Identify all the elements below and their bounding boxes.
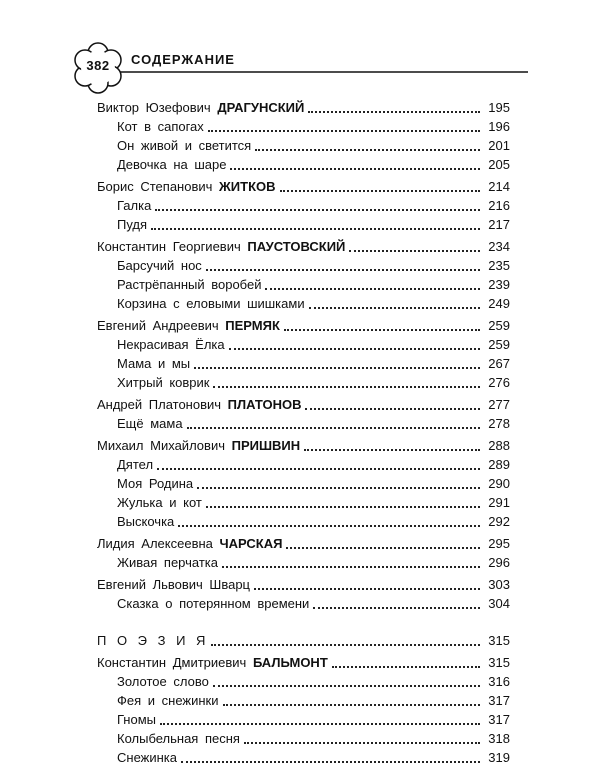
dot-leader bbox=[229, 347, 480, 350]
page-number-ref: 205 bbox=[488, 157, 510, 172]
dot-leader bbox=[187, 426, 480, 429]
author-name bbox=[97, 98, 304, 117]
author-name bbox=[97, 237, 345, 256]
work-title: Хитрый коврик bbox=[117, 375, 210, 390]
author-surname: ПРИШВИН bbox=[231, 438, 301, 453]
work-title: Фея и снежинки bbox=[117, 693, 219, 708]
toc-work-entry[interactable] bbox=[97, 512, 510, 531]
work-title: Живая перчатка bbox=[117, 555, 218, 570]
dot-leader bbox=[211, 643, 480, 646]
author-first-names: Андрей Платонович bbox=[97, 397, 222, 412]
work-title: Растрёпанный воробей bbox=[117, 277, 262, 292]
dot-leader bbox=[213, 684, 480, 687]
author-first-names: Константин Георгиевич bbox=[97, 239, 241, 254]
page-header bbox=[0, 0, 600, 110]
work-title: Девочка на шаре bbox=[117, 157, 227, 172]
page-number-ref: 259 bbox=[488, 318, 510, 333]
toc-work-entry[interactable] bbox=[97, 414, 510, 433]
page-number-ref: 235 bbox=[488, 258, 510, 273]
author-surname: ЧАРСКАЯ bbox=[219, 536, 283, 551]
header-decoration bbox=[0, 0, 600, 110]
toc-author-entry[interactable] bbox=[97, 395, 510, 414]
author-surname: ДРАГУНСКИЙ bbox=[217, 100, 305, 115]
work-title: Сказка о потерянном времени bbox=[117, 596, 310, 611]
page-number-ref: 201 bbox=[488, 138, 510, 153]
toc-work-entry[interactable] bbox=[97, 729, 510, 748]
page-number-ref: 239 bbox=[488, 277, 510, 292]
dot-leader bbox=[313, 606, 480, 609]
author-first-names: Евгений Андреевич bbox=[97, 318, 219, 333]
page-number-ref: 303 bbox=[488, 577, 510, 592]
work-title: Золотое слово bbox=[117, 674, 209, 689]
author-first-names: Константин Дмитриевич bbox=[97, 655, 247, 670]
work-title: Выскочка bbox=[117, 514, 175, 529]
toc-section-entry[interactable] bbox=[97, 631, 510, 650]
page-number-ref: 319 bbox=[488, 750, 510, 765]
dot-leader bbox=[197, 486, 480, 489]
table-of-contents bbox=[97, 98, 510, 767]
toc-work-entry[interactable] bbox=[97, 215, 510, 234]
page-number-ref: 276 bbox=[488, 375, 510, 390]
dot-leader bbox=[349, 249, 480, 252]
page-number-ref: 315 bbox=[488, 655, 510, 670]
author-name bbox=[97, 316, 280, 335]
page-number-ref: 288 bbox=[488, 438, 510, 453]
dot-leader bbox=[305, 407, 480, 410]
work-title: Барсучий нос bbox=[117, 258, 202, 273]
dot-leader bbox=[206, 505, 480, 508]
dot-leader bbox=[208, 129, 480, 132]
toc-author-entry[interactable] bbox=[97, 436, 510, 455]
toc-author-entry[interactable] bbox=[97, 98, 510, 117]
page-number-ref: 249 bbox=[488, 296, 510, 311]
author-name bbox=[97, 177, 276, 196]
work-title: Колыбельная песня bbox=[117, 731, 240, 746]
dot-leader bbox=[304, 448, 480, 451]
work-title: Он живой и светится bbox=[117, 138, 252, 153]
dot-leader bbox=[284, 328, 480, 331]
dot-leader bbox=[151, 227, 480, 230]
toc-work-entry[interactable] bbox=[97, 117, 510, 136]
toc-author-entry[interactable] bbox=[97, 177, 510, 196]
page-number-ref: 216 bbox=[488, 198, 510, 213]
dot-leader bbox=[309, 306, 480, 309]
dot-leader bbox=[222, 565, 480, 568]
author-surname: ПЛАТОНОВ bbox=[227, 397, 302, 412]
author-first-names: Лидия Алексеевна bbox=[97, 536, 213, 551]
work-title: Снежинка bbox=[117, 750, 177, 765]
toc-author-entry[interactable] bbox=[97, 653, 510, 672]
author-surname: ПАУСТОВСКИЙ bbox=[247, 239, 346, 254]
page-number-ref: 292 bbox=[488, 514, 510, 529]
toc-work-entry[interactable] bbox=[97, 691, 510, 710]
page-number-ref: 296 bbox=[488, 555, 510, 570]
page-number-ref: 267 bbox=[488, 356, 510, 371]
dot-leader bbox=[280, 189, 480, 192]
author-first-names: Виктор Юзефович bbox=[97, 100, 211, 115]
author-name bbox=[97, 653, 328, 672]
page-number-ref: 234 bbox=[488, 239, 510, 254]
toc-work-entry[interactable] bbox=[97, 710, 510, 729]
author-name bbox=[97, 395, 301, 414]
work-title: Галка bbox=[117, 198, 152, 213]
work-title: Корзина с еловыми шишками bbox=[117, 296, 305, 311]
dot-leader bbox=[181, 760, 480, 763]
page-number-ref: 278 bbox=[488, 416, 510, 431]
page-number-ref: 277 bbox=[488, 397, 510, 412]
toc-work-entry[interactable] bbox=[97, 553, 510, 572]
toc-work-entry[interactable] bbox=[97, 256, 510, 275]
page-number: 382 bbox=[86, 58, 110, 73]
dot-leader bbox=[265, 287, 480, 290]
author-surname: ПЕРМЯК bbox=[225, 318, 280, 333]
toc-work-entry[interactable] bbox=[97, 455, 510, 474]
work-title: Дятел bbox=[117, 457, 154, 472]
toc-work-entry[interactable] bbox=[97, 275, 510, 294]
toc-work-entry[interactable] bbox=[97, 196, 510, 215]
toc-work-entry[interactable] bbox=[97, 294, 510, 313]
toc-author-entry[interactable] bbox=[97, 316, 510, 335]
work-title: Ещё мама bbox=[117, 416, 183, 431]
author-surname: ЖИТКОВ bbox=[219, 179, 276, 194]
toc-work-entry[interactable] bbox=[97, 155, 510, 174]
toc-work-entry[interactable] bbox=[97, 594, 510, 613]
dot-leader bbox=[244, 741, 480, 744]
toc-work-entry[interactable] bbox=[97, 335, 510, 354]
header-title: СОДЕРЖАНИЕ bbox=[131, 52, 235, 67]
work-title: Гномы bbox=[117, 712, 156, 727]
work-title: Моя Родина bbox=[117, 476, 194, 491]
author-first-names: Евгений Львович Шварц bbox=[97, 577, 251, 592]
page-number-ref: 195 bbox=[488, 100, 510, 115]
toc-author-entry[interactable] bbox=[97, 237, 510, 256]
author-surname: БАЛЬМОНТ bbox=[252, 655, 328, 670]
toc-author-entry[interactable] bbox=[97, 534, 510, 553]
toc-work-entry[interactable] bbox=[97, 136, 510, 155]
toc-author-entry[interactable] bbox=[97, 575, 510, 594]
dot-leader bbox=[155, 208, 480, 211]
toc-work-entry[interactable] bbox=[97, 354, 510, 373]
page-number-ref: 304 bbox=[488, 596, 510, 611]
page-number-ref: 217 bbox=[488, 217, 510, 232]
section-title: П О Э З И Я bbox=[97, 633, 208, 648]
dot-leader bbox=[194, 366, 480, 369]
author-name bbox=[97, 575, 250, 594]
work-title: Кот в сапогах bbox=[117, 119, 204, 134]
work-title: Некрасивая Ёлка bbox=[117, 337, 225, 352]
page-number-ref: 214 bbox=[488, 179, 510, 194]
page-number-ref: 196 bbox=[488, 119, 510, 134]
dot-leader bbox=[254, 587, 480, 590]
page-number-ref: 295 bbox=[488, 536, 510, 551]
work-title: Жулька и кот bbox=[117, 495, 202, 510]
dot-leader bbox=[332, 665, 480, 668]
dot-leader bbox=[213, 385, 480, 388]
page-number-ref: 315 bbox=[488, 633, 510, 648]
toc-work-entry[interactable] bbox=[97, 672, 510, 691]
dot-leader bbox=[308, 110, 480, 113]
author-first-names: Михаил Михайлович bbox=[97, 438, 225, 453]
toc-work-entry[interactable] bbox=[97, 493, 510, 512]
toc-work-entry[interactable] bbox=[97, 748, 510, 767]
page-number-ref: 289 bbox=[488, 457, 510, 472]
dot-leader bbox=[255, 148, 480, 151]
page-number-ref: 290 bbox=[488, 476, 510, 491]
dot-leader bbox=[160, 722, 480, 725]
dot-leader bbox=[223, 703, 481, 706]
toc-work-entry[interactable] bbox=[97, 474, 510, 493]
page-number-ref: 291 bbox=[488, 495, 510, 510]
dot-leader bbox=[286, 546, 480, 549]
page-number-ref: 316 bbox=[488, 674, 510, 689]
dot-leader bbox=[230, 167, 480, 170]
author-name bbox=[97, 436, 300, 455]
toc-work-entry[interactable] bbox=[97, 373, 510, 392]
work-title: Мама и мы bbox=[117, 356, 191, 371]
dot-leader bbox=[178, 524, 480, 527]
page-number-ref: 318 bbox=[488, 731, 510, 746]
page-number-ref: 317 bbox=[488, 693, 510, 708]
dot-leader bbox=[206, 268, 480, 271]
author-first-names: Борис Степанович bbox=[97, 179, 213, 194]
dot-leader bbox=[157, 467, 480, 470]
author-name bbox=[97, 534, 282, 553]
page-number-ref: 259 bbox=[488, 337, 510, 352]
page-number-ref: 317 bbox=[488, 712, 510, 727]
work-title: Пудя bbox=[117, 217, 148, 232]
